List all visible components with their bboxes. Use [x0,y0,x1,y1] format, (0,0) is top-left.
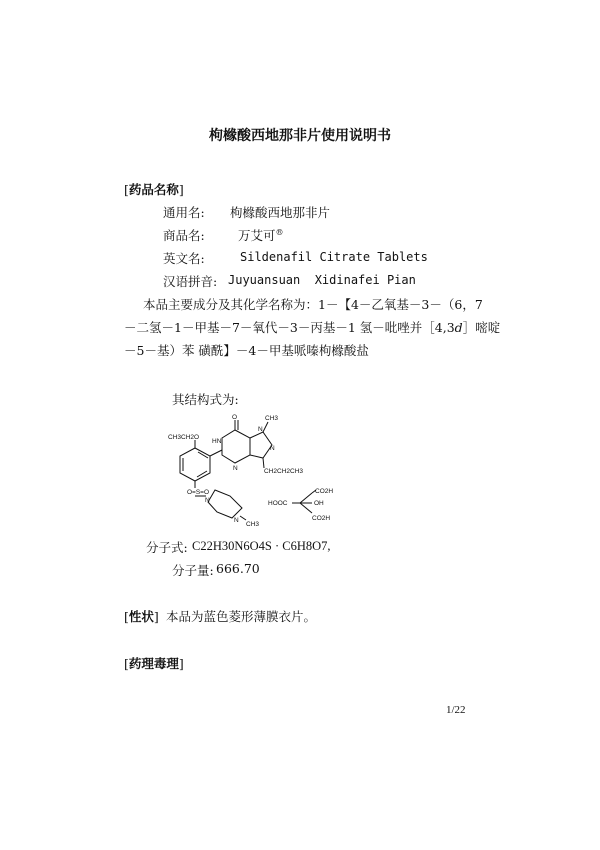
structure-label: 其结构式为: [172,392,239,407]
pinyin-label: 汉语拼音: [163,274,218,289]
atom-ch3-n: CH3 [265,415,279,422]
chemical-name-line-3: －5－基）苯 磺酰】－4－甲基哌嗪枸橼酸盐 [124,343,369,358]
citric-co2h-bottom: CO2H [312,515,331,522]
chemical-name-line-2 [124,318,500,336]
document-title: 枸橼酸西地那非片使用说明书 [209,128,391,144]
atom-labels [168,414,333,528]
formula-label: 分子式: [146,540,188,555]
properties-heading: 性状 [128,609,154,624]
chem-line2-italic: d [454,320,463,335]
molecular-weight-value: 666.70 [216,561,260,576]
trade-name-text: 万艾可 [238,228,276,243]
atom-n-pyrazole-1: N [258,426,263,433]
atom-n-piperazine-2: N [234,517,239,524]
citric-hooc: HOOC [268,500,288,507]
chemical-name-line-1: 本品主要成分及其化学名称为：1－【4－乙氧基－3－（6，7 [143,297,483,312]
atom-o-top: O [232,414,238,421]
atom-n-ring: N [233,465,238,472]
section-properties: [性状] [124,609,159,624]
pinyin-value: Juyuansuan Xidinafei Pian [228,273,416,287]
section-drug-name: [药品名称] [124,182,184,197]
structural-formula [160,410,360,530]
citric-oh: OH [314,500,324,507]
atom-propyl: CH2CH2CH3 [264,468,304,475]
registered-mark: ® [275,227,284,237]
atom-n-piperazine-1: N [205,497,210,504]
atom-ch3-piperazine: CH3 [246,521,260,528]
section-pharmacology: [药理毒理] [124,656,184,671]
page-number: 1/22 [446,704,466,716]
properties-text: 本品为蓝色菱形薄膜衣片。 [166,609,317,624]
chem-line2-part-a: －二氢－1－甲基－7－氧代－3－丙基－1 氢－吡唑并［4,3 [124,320,455,335]
english-name-value: Sildenafil Citrate Tablets [240,250,428,264]
generic-name-value: 枸橼酸西地那非片 [230,205,331,220]
atom-ethoxy: CH3CH2O [168,434,200,441]
formula-value: C22H30N6O4S · C6H8O7, [192,539,331,553]
english-name-label: 英文名: [163,251,205,266]
section-heading: 药品名称 [128,182,179,197]
atom-n-pyrazole-2: N [270,445,275,452]
trade-name-label: 商品名: [163,228,205,243]
pharmacology-heading: 药理毒理 [128,656,179,671]
atom-sulfonyl: O=S=O [187,489,210,496]
chem-line2-part-b: ］嘧啶 [462,320,501,335]
molecular-weight-label: 分子量: [172,563,214,578]
citric-co2h-top: CO2H [315,488,334,495]
atom-hn: HN [212,438,222,445]
generic-name-label: 通用名: [163,205,205,220]
trade-name-value [238,226,284,244]
